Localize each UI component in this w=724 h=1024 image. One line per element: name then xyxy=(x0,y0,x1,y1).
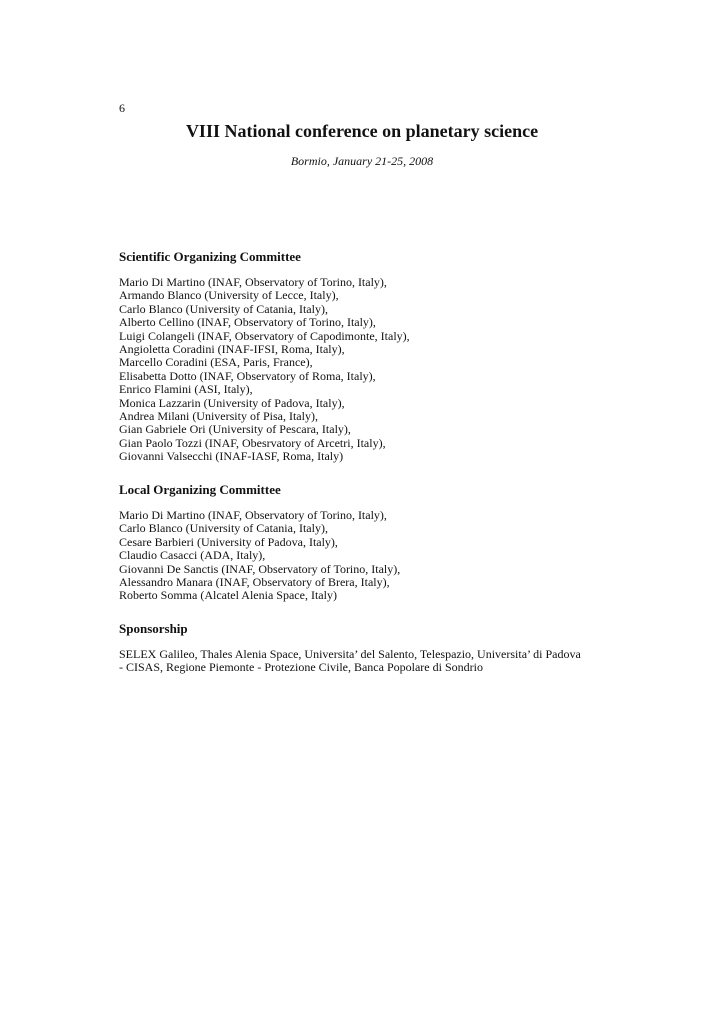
committee-member: Giovanni Valsecchi (INAF-IASF, Roma, Italy) xyxy=(119,449,344,464)
committee-member: Cesare Barbieri (University of Padova, Italy), xyxy=(119,534,338,549)
sponsorship-section xyxy=(119,621,599,675)
scientific-committee-list xyxy=(119,276,599,464)
committee-member: Carlo Blanco (University of Catania, Italy), xyxy=(119,301,328,316)
committee-member: Carlo Blanco (University of Catania, Italy), xyxy=(119,521,328,536)
committee-member: Alessandro Manara (INAF, Observatory of Brera, Italy), xyxy=(119,575,390,590)
sponsorship-heading: Sponsorship xyxy=(119,621,188,636)
committee-member: Alberto Cellino (INAF, Observatory of Torino, Italy), xyxy=(119,315,376,330)
sponsorship-line: SELEX Galileo, Thales Alenia Space, Universita’ del Salento, Telespazio, Universita’ di Padova xyxy=(119,647,581,661)
committee-member: Claudio Casacci (ADA, Italy), xyxy=(119,548,266,563)
page-title: VIII National conference on planetary science xyxy=(185,121,539,141)
local-committee-heading: Local Organizing Committee xyxy=(119,482,281,497)
committee-member: Gian Gabriele Ori (University of Pescara, Italy), xyxy=(119,422,351,437)
committee-member: Roberto Somma (Alcatel Alenia Space, Italy) xyxy=(119,588,337,603)
scientific-committee-section xyxy=(119,249,599,464)
page-number: 6 xyxy=(119,101,125,115)
committee-member: Giovanni De Sanctis (INAF, Observatory of Torino, Italy), xyxy=(119,561,401,576)
committee-member: Monica Lazzarin (University of Padova, Italy), xyxy=(119,395,345,410)
committee-member: Marcello Coradini (ESA, Paris, France), xyxy=(119,355,313,370)
committee-member: Mario Di Martino (INAF, Observatory of Torino, Italy), xyxy=(119,275,387,289)
committee-member: Mario Di Martino (INAF, Observatory of Torino, Italy), xyxy=(119,508,387,522)
committee-member: Angioletta Coradini (INAF-IFSI, Roma, Italy), xyxy=(119,342,345,357)
committee-member: Luigi Colangeli (INAF, Observatory of Capodimonte, Italy), xyxy=(119,328,410,343)
local-committee-list xyxy=(119,509,599,603)
scientific-committee-heading: Scientific Organizing Committee xyxy=(119,249,301,264)
local-committee-section xyxy=(119,482,599,603)
committee-member: Gian Paolo Tozzi (INAF, Obesrvatory of Arcetri, Italy), xyxy=(119,435,386,450)
committee-member: Elisabetta Dotto (INAF, Observatory of Roma, Italy), xyxy=(119,368,376,383)
committee-member: Armando Blanco (University of Lecce, Italy), xyxy=(119,288,339,303)
sponsorship-line: - CISAS, Regione Piemonte - Protezione Civile, Banca Popolare di Sondrio xyxy=(119,660,483,675)
committee-member: Andrea Milani (University of Pisa, Italy), xyxy=(119,409,318,424)
committee-member: Enrico Flamini (ASI, Italy), xyxy=(119,382,253,397)
conference-location-date: Bormio, January 21-25, 2008 xyxy=(290,154,434,168)
